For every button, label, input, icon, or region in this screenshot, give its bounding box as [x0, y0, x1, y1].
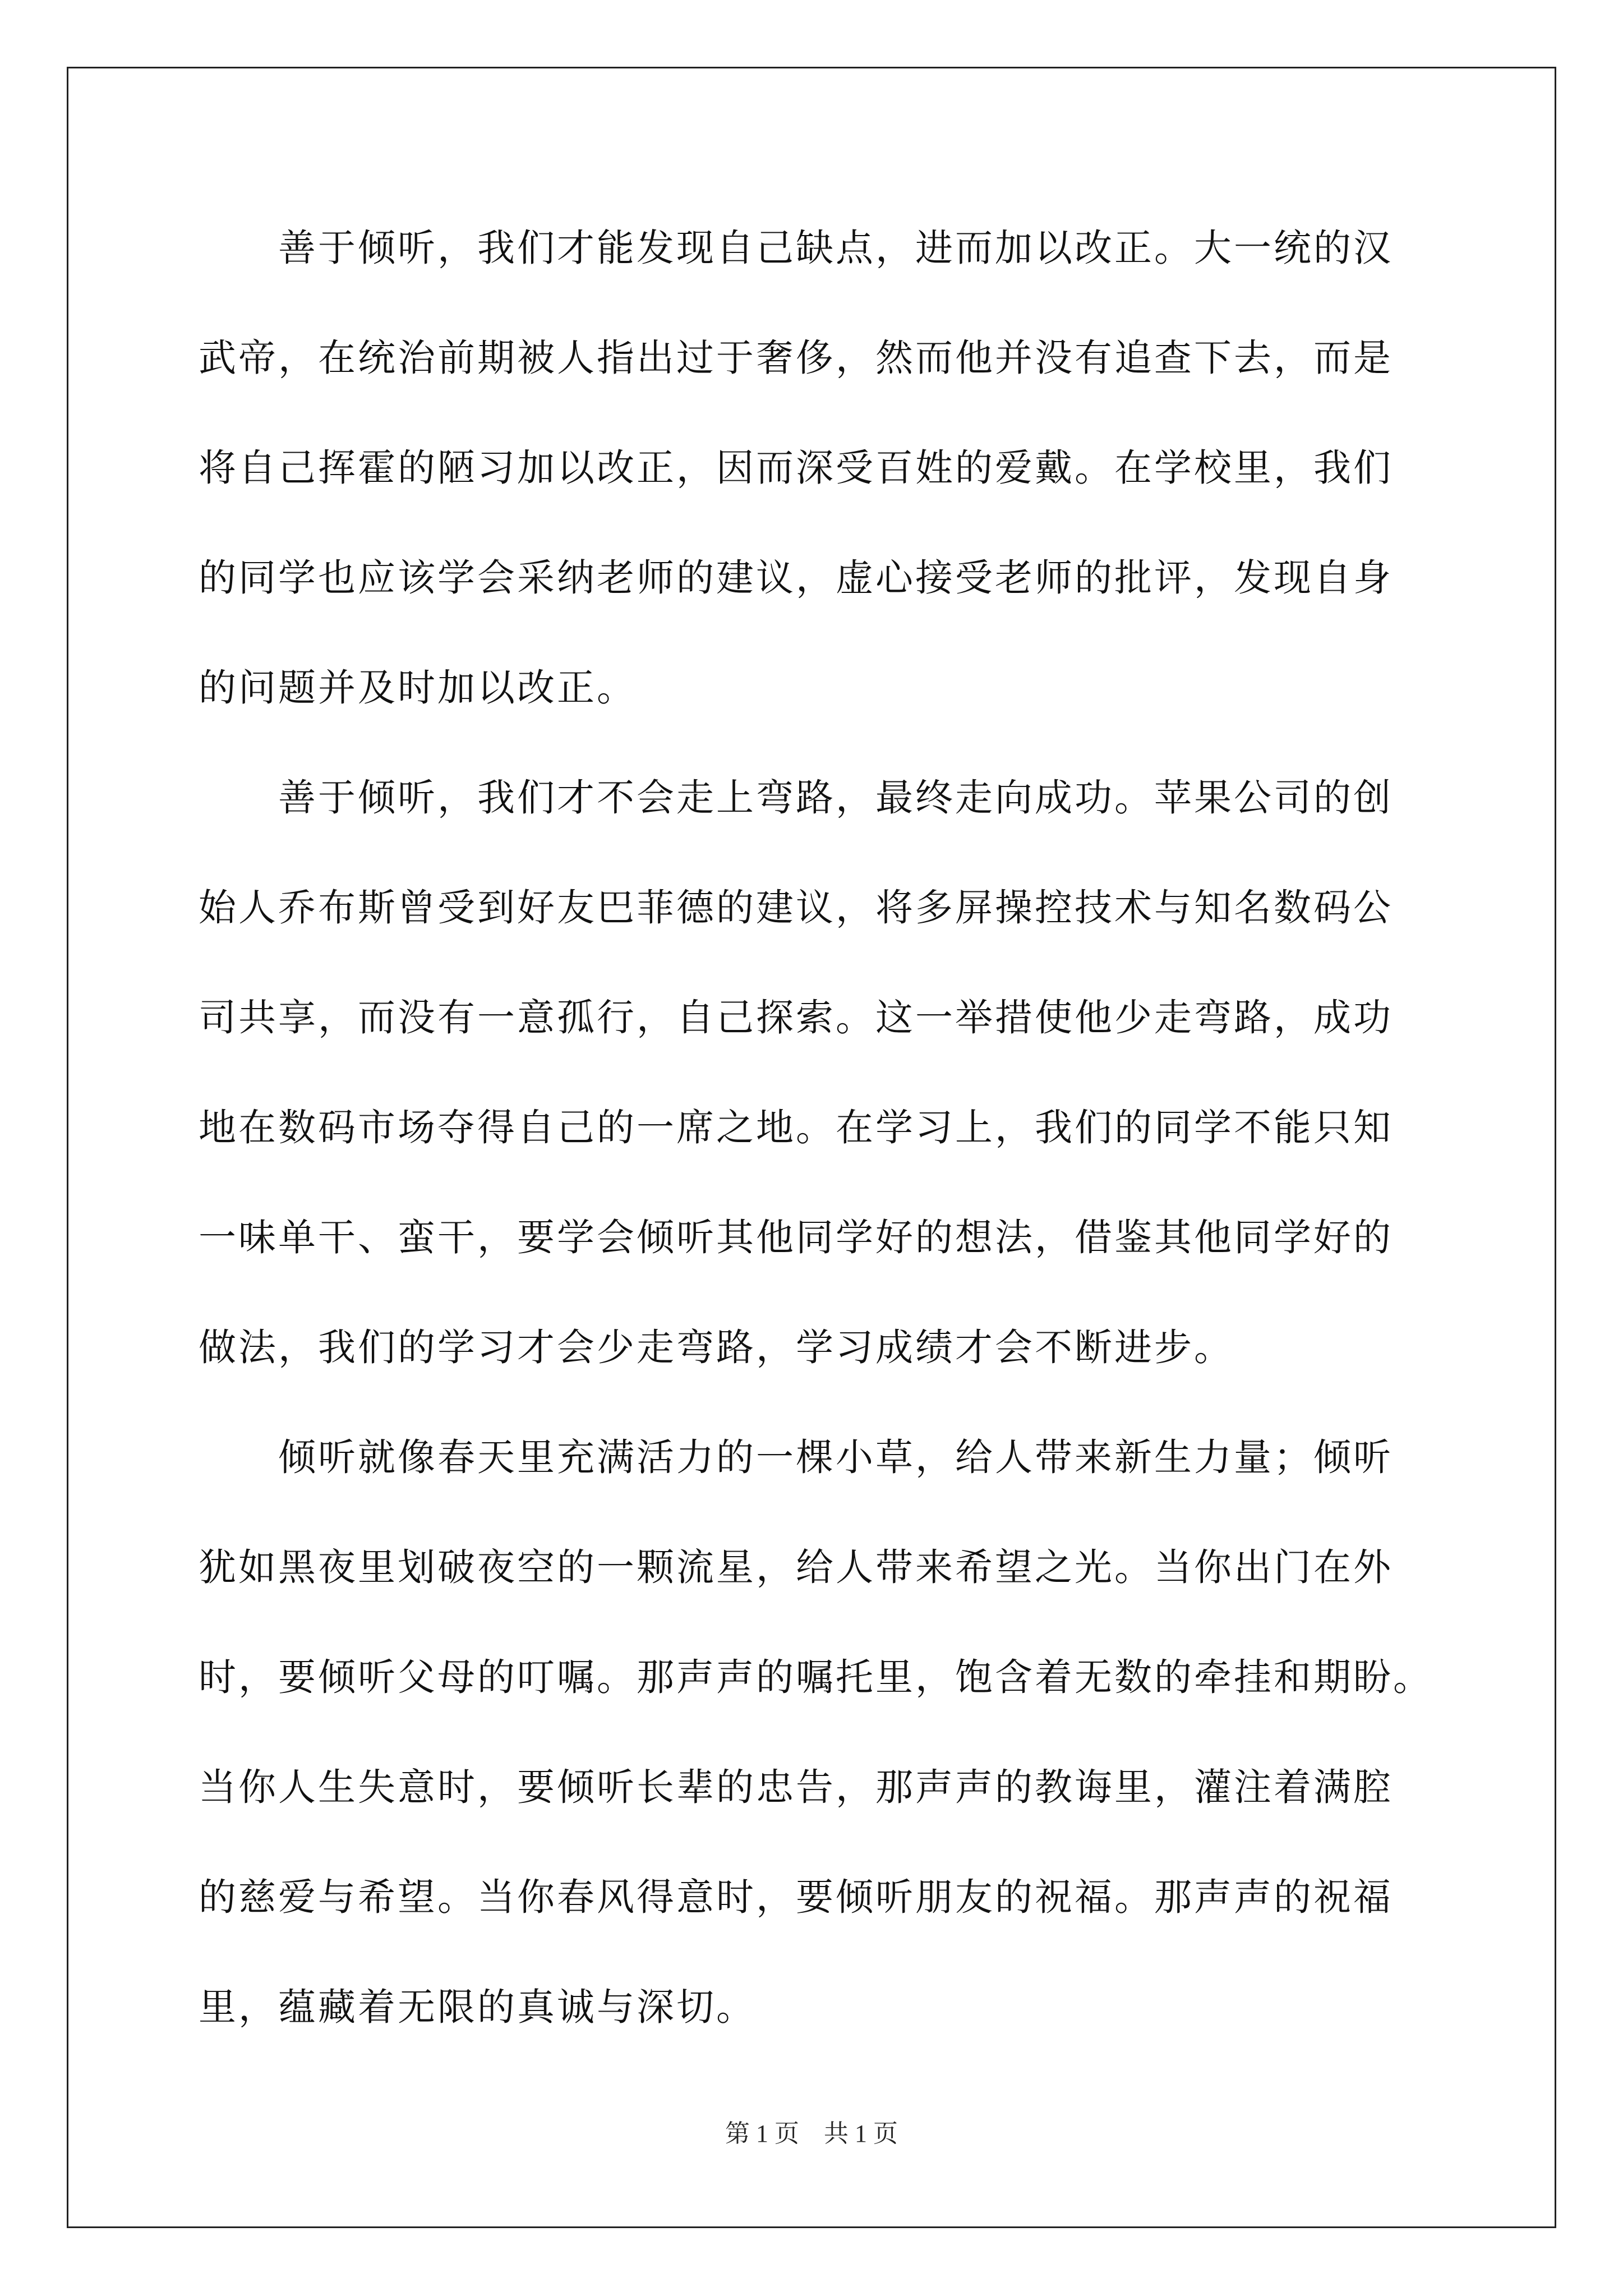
paragraph-2-line-4: 地在数码市场夺得自己的一席之地。在学习上，我们的同学不能只知	[199, 1106, 1393, 1149]
paragraph-3-line-1: 倾听就像春天里充满活力的一棵小草，给人带来新生力量；倾听	[199, 1435, 1393, 1479]
paragraph-3-line-2: 犹如黑夜里划破夜空的一颗流星，给人带来希望之光。当你出门在外	[199, 1545, 1393, 1589]
paragraph-2-line-2: 始人乔布斯曾受到好友巴菲德的建议，将多屏操控技术与知名数码公	[199, 886, 1393, 930]
paragraph-2-line-6: 做法，我们的学习才会少走弯路，学习成绩才会不断进步。	[199, 1326, 1234, 1369]
paragraph-3-line-5: 的慈爱与希望。当你春风得意时，要倾听朋友的祝福。那声声的祝福	[199, 1875, 1393, 1919]
paragraph-3-line-3: 时，要倾听父母的叮嘱。那声声的嘱托里，饱含着无数的牵挂和期盼。	[199, 1655, 1433, 1699]
paragraph-1-line-1: 善于倾听，我们才能发现自己缺点，进而加以改正。大一统的汉	[199, 226, 1393, 270]
paragraph-1-line-4: 的同学也应该学会采纳老师的建议，虚心接受老师的批评，发现自身	[199, 556, 1393, 600]
page-number-footer: 第 1 页 共 1 页	[725, 2120, 898, 2147]
paragraph-2-line-5: 一味单干、蛮干，要学会倾听其他同学好的想法，借鉴其他同学好的	[199, 1216, 1393, 1259]
paragraph-2-line-1: 善于倾听，我们才不会走上弯路，最终走向成功。苹果公司的创	[199, 776, 1393, 820]
paragraph-3-line-6: 里，蕴藏着无限的真诚与深切。	[199, 1985, 756, 2029]
paragraph-1-line-2: 武帝，在统治前期被人指出过于奢侈，然而他并没有追查下去，而是	[199, 336, 1393, 380]
paragraph-2-line-3: 司共享，而没有一意孤行，自己探索。这一举措使他少走弯路，成功	[199, 996, 1393, 1039]
paragraph-3-line-4: 当你人生失意时，要倾听长辈的忠告，那声声的教诲里，灌注着满腔	[199, 1765, 1393, 1809]
paragraph-1-line-5: 的问题并及时加以改正。	[199, 666, 637, 710]
paragraph-1-line-3: 将自己挥霍的陋习加以改正，因而深受百姓的爱戴。在学校里，我们	[199, 446, 1393, 490]
